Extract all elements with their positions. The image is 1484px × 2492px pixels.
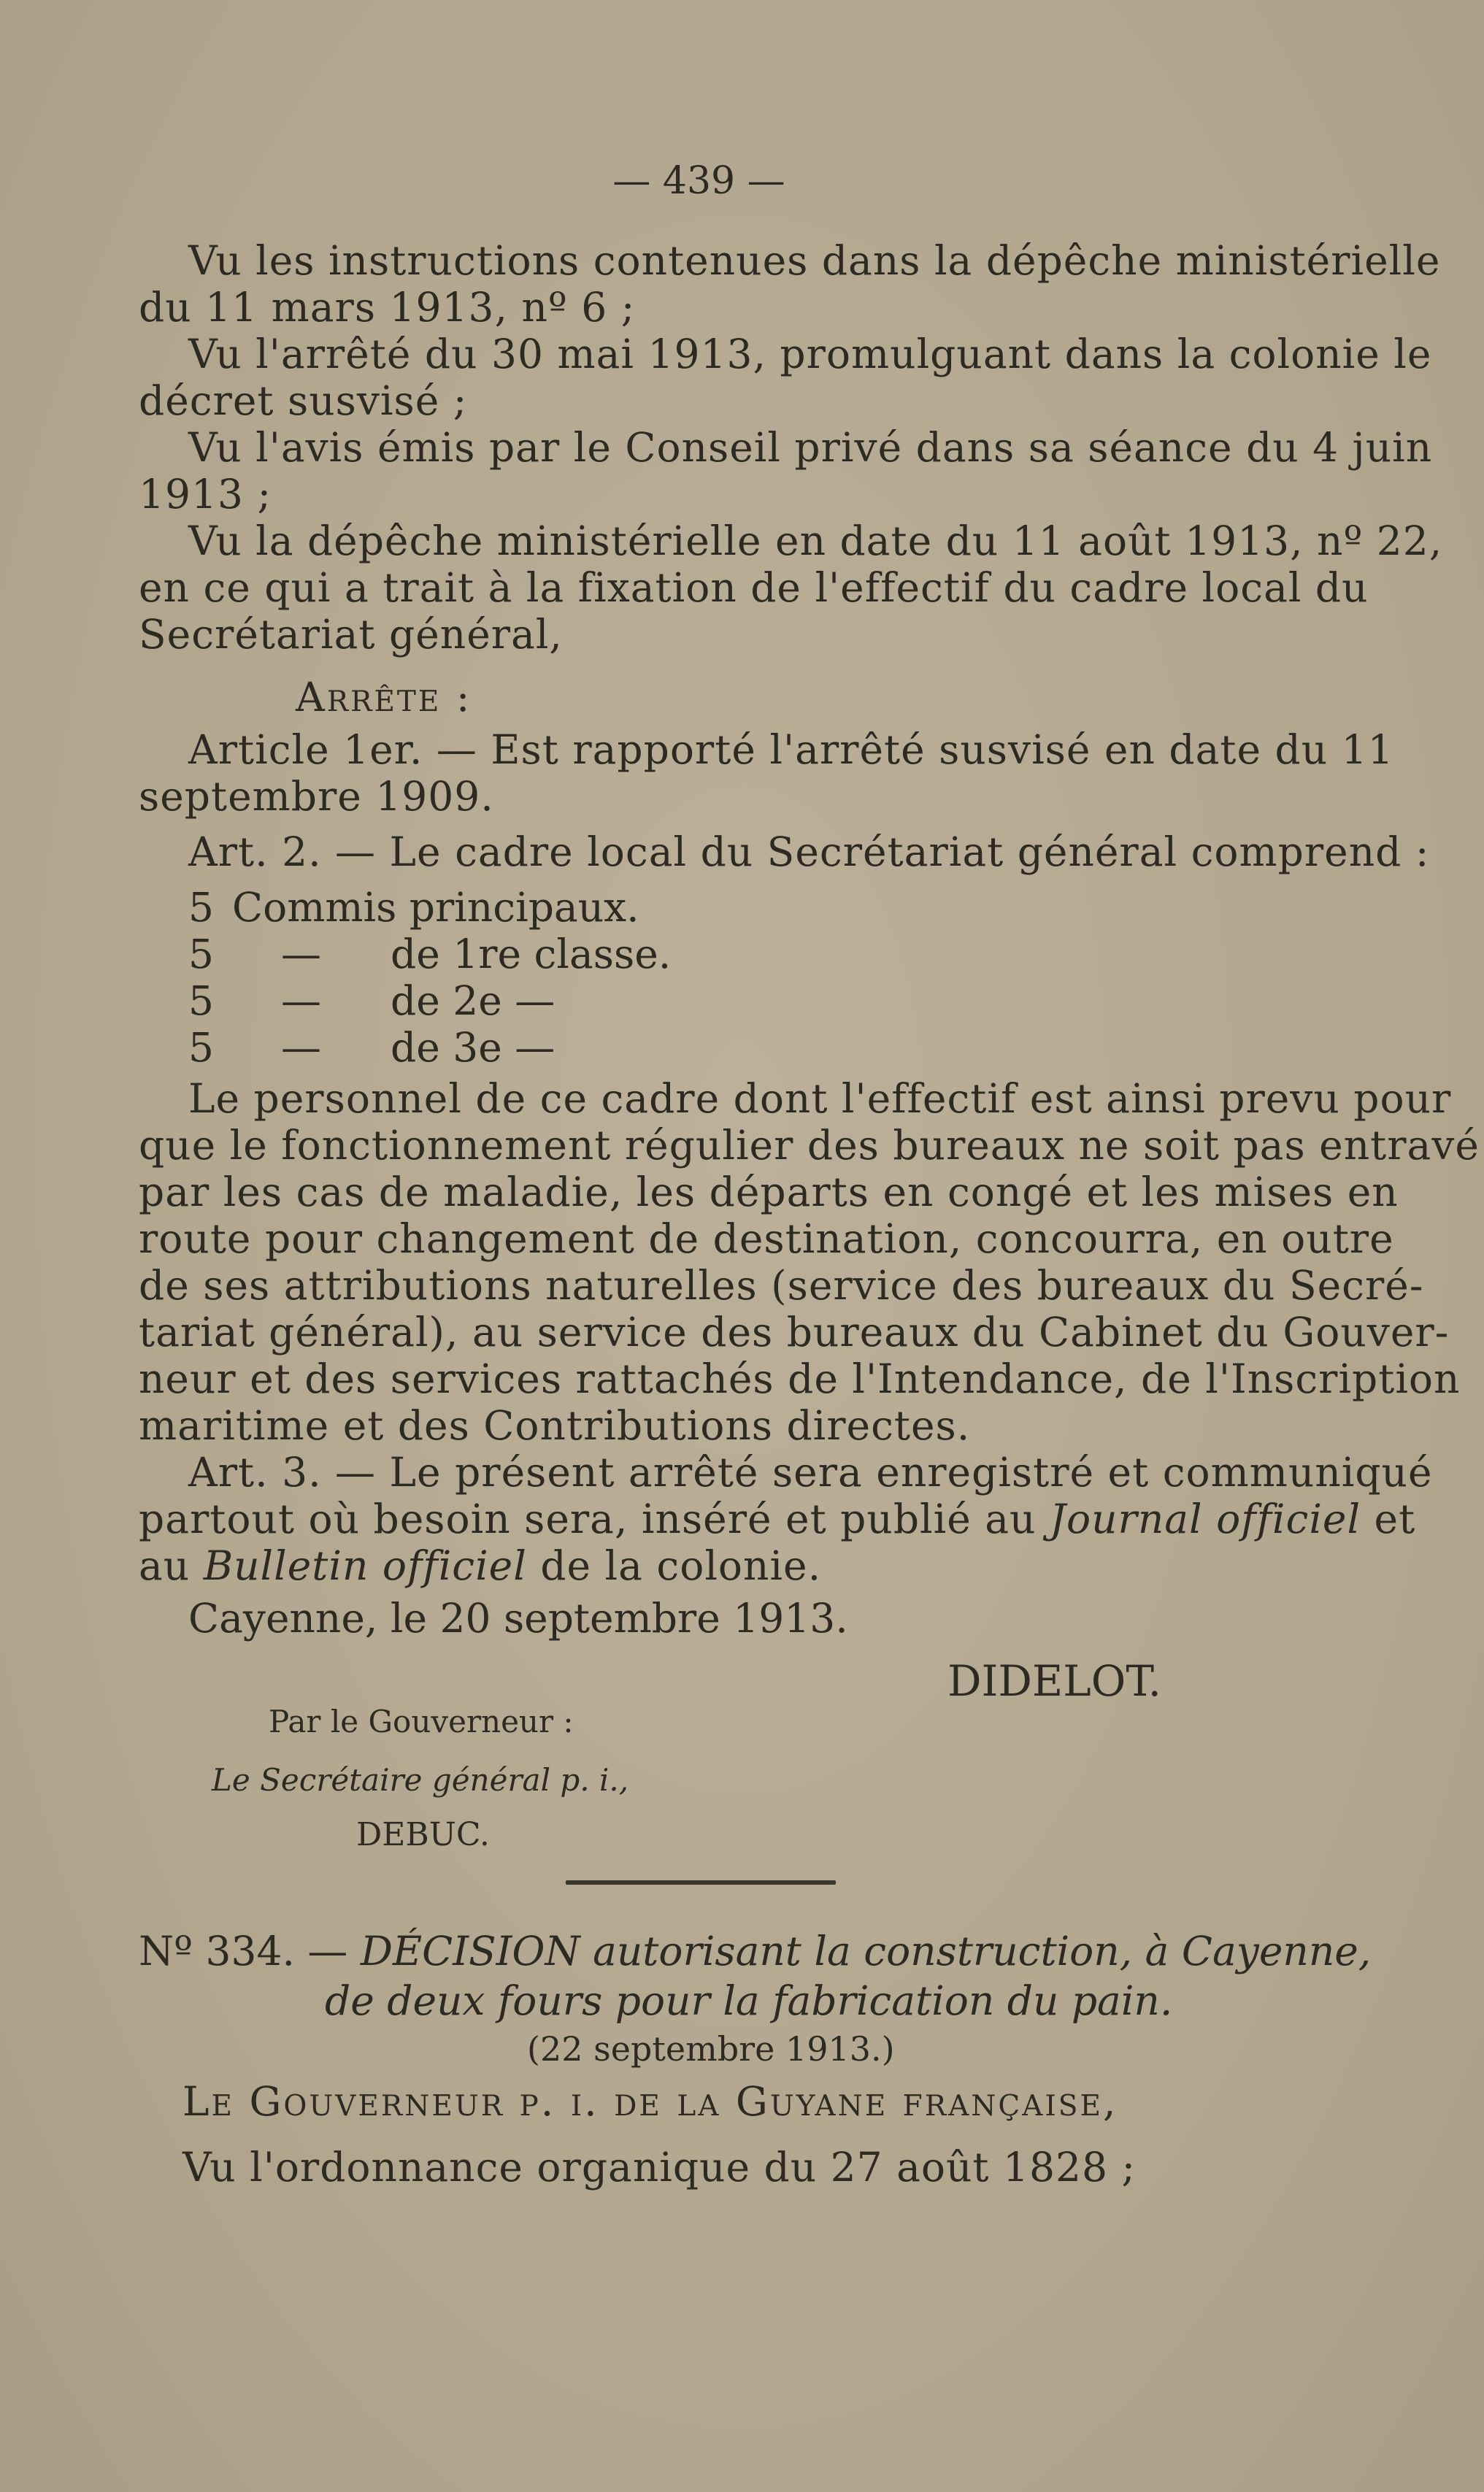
text-line: du 11 mars 1913, nº 6 ; [139,284,636,331]
par-le-gouverneur: Par le Gouverneur : [269,1704,574,1739]
text-line: 1913 ; [139,471,272,518]
text-line: Vu l'avis émis par le Conseil privé dans sa séance du 4 juin [188,424,1433,471]
signature-didelot: DIDELOT. [947,1656,1161,1706]
paragraph-line: Le personnel de ce cadre dont l'effectif est ainsi prevu pour [188,1075,1452,1122]
list-item-label: de 3e — [391,1024,555,1071]
text-line: Secrétariat général, [139,611,563,658]
list-item-count: 5 [188,1024,214,1071]
section-divider [566,1880,836,1885]
paragraph-line: neur et des services rattachés de l'Intendance, de l'Inscription [139,1355,1461,1402]
decision-title-line-2: de deux fours pour la fabrication du pain. [325,1977,1173,2024]
signature-debuc: DEBUC. [356,1816,490,1853]
gouverneur-line: Le Gouverneur p. i. de la Guyane française, [182,2078,1118,2125]
text-line: Vu les instructions contenues dans la dépêche ministérielle [188,237,1441,284]
list-item-count: 5 [188,977,214,1024]
last-line: Vu l'ordonnance organique du 27 août 1828 ; [182,2144,1136,2191]
text-line: en ce qui a trait à la fixation de l'effectif du cadre local du [139,564,1369,611]
article-1-line: Article 1er. — Est rapporté l'arrêté susvisé en date du 11 [188,726,1394,773]
text-line: décret susvisé ; [139,377,468,424]
paragraph-line: route pour changement de destination, concourra, en outre [139,1215,1394,1262]
list-item-count: 5 [188,884,214,931]
page-number: — 439 — [612,159,785,203]
secretaire-general: Le Secrétaire général p. i., [212,1762,629,1798]
paragraph-line: par les cas de maladie, les départs en congé et les mises en [139,1169,1399,1215]
paragraph-line: de ses attributions naturelles (service des bureaux du Secré- [139,1262,1424,1309]
text-line: Vu l'arrêté du 30 mai 1913, promulguant dans la colonie le [188,331,1432,377]
paragraph-line: que le fonctionnement régulier des bureaux ne soit pas entravé [139,1122,1480,1169]
article-3-line: Art. 3. — Le présent arrêté sera enregistré et communiqué [188,1449,1433,1496]
decision-title: DÉCISION autorisant la construction, à Cayenne, [360,1928,1372,1974]
list-item-label: de 1re classe. [391,931,672,977]
list-item-dash: — [281,1024,321,1071]
paragraph-line: maritime et des Contributions directes. [139,1402,971,1449]
article-1-line: septembre 1909. [139,773,494,820]
article-3-line [139,1496,1416,1542]
date-line: Cayenne, le 20 septembre 1913. [188,1595,848,1642]
list-item-dash: — [281,977,321,1024]
decision-heading [139,1928,1372,1974]
decision-date: (22 septembre 1913.) [527,2029,895,2069]
list-item-label: Commis principaux. [232,884,639,931]
article-2-line: Art. 2. — Le cadre local du Secrétariat général comprend : [188,828,1430,875]
text-line: Vu la dépêche ministérielle en date du 11 août 1913, nº 22, [188,518,1443,564]
article-3-text: partout où besoin sera, inséré et publié au [139,1496,1037,1542]
article-3-text: et [1374,1496,1416,1542]
journal-officiel: Journal officiel [1049,1496,1361,1542]
article-3-text: de la colonie. [540,1542,822,1589]
list-item-label: de 2e — [391,977,555,1024]
list-item-dash: — [281,931,321,977]
article-3-text: au [139,1542,191,1589]
decision-number: Nº 334. — [139,1928,348,1974]
bulletin-officiel: Bulletin officiel [203,1542,527,1589]
arrete-heading: Arrête : [296,674,472,720]
list-item-count: 5 [188,931,214,977]
article-3-line [139,1542,822,1589]
paragraph-line: tariat général), au service des bureaux du Cabinet du Gouver- [139,1309,1450,1355]
